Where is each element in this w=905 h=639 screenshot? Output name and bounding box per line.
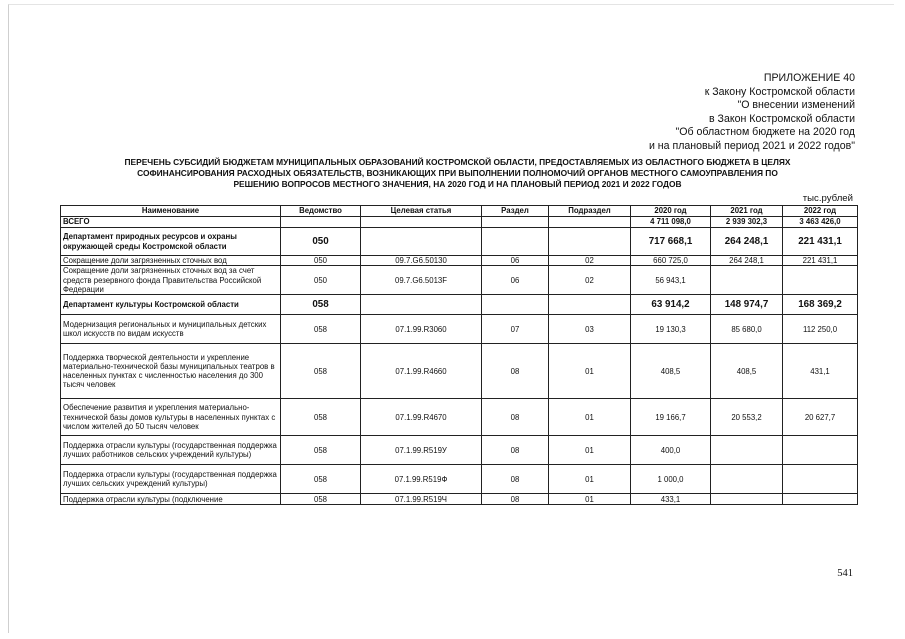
row-target-article: 07.1.99.R519Ч bbox=[361, 494, 482, 505]
row-department: 050 bbox=[281, 266, 361, 295]
subsidy-row bbox=[61, 344, 858, 399]
row-department: 058 bbox=[281, 295, 361, 315]
row-target-article bbox=[361, 228, 482, 256]
row-2022: 221 431,1 bbox=[783, 228, 858, 256]
total-label: ВСЕГО bbox=[61, 217, 281, 228]
row-2020: 1 000,0 bbox=[631, 465, 711, 494]
subsidy-row bbox=[61, 399, 858, 436]
row-subsection: 03 bbox=[549, 315, 631, 344]
row-2020: 433,1 bbox=[631, 494, 711, 505]
table-header-row bbox=[61, 206, 858, 217]
appendix-line: "Об областном бюджете на 2020 год bbox=[675, 126, 855, 138]
row-target-article: 09.7.G6.5013F bbox=[361, 266, 482, 295]
document-title bbox=[60, 157, 855, 190]
header-department: Ведомство bbox=[281, 206, 361, 217]
appendix-line: в Закон Костромской области bbox=[708, 112, 855, 125]
row-2021: 85 680,0 bbox=[711, 315, 783, 344]
row-name: Поддержка отрасли культуры (подключение bbox=[61, 494, 281, 505]
subsidy-row bbox=[61, 465, 858, 494]
row-name: Сокращение доли загрязненных сточных вод за счет средств резервного фонда Правительства Российской Федерации bbox=[61, 266, 281, 295]
row-2021: 148 974,7 bbox=[711, 295, 783, 315]
row-2022 bbox=[783, 465, 858, 494]
row-section: 08 bbox=[482, 344, 549, 399]
row-name: Департамент культуры Костромской области bbox=[61, 295, 281, 315]
row-2022 bbox=[783, 266, 858, 295]
header-2022: 2022 год bbox=[783, 206, 858, 217]
subsidy-row bbox=[61, 315, 858, 344]
row-2021 bbox=[711, 266, 783, 295]
total-2020: 4 711 098,0 bbox=[631, 217, 711, 228]
row-section: 08 bbox=[482, 399, 549, 436]
appendix-line: "О внесении изменений bbox=[737, 99, 855, 111]
subsidy-row bbox=[61, 436, 858, 465]
total-2021: 2 939 302,3 bbox=[711, 217, 783, 228]
row-2022: 431,1 bbox=[783, 344, 858, 399]
row-2020: 717 668,1 bbox=[631, 228, 711, 256]
row-2021: 264 248,1 bbox=[711, 228, 783, 256]
row-2020: 19 166,7 bbox=[631, 399, 711, 436]
title-line: ПЕРЕЧЕНЬ СУБСИДИЙ БЮДЖЕТАМ МУНИЦИПАЛЬНЫХ ОБРАЗОВАНИЙ КОСТРОМСКОЙ ОБЛАСТИ, ПРЕДОСТАВЛЯЕМЫХ ИЗ ОБЛАСТНОГО БЮДЖЕТА В ЦЕЛЯХ bbox=[124, 157, 791, 167]
row-2020: 56 943,1 bbox=[631, 266, 711, 295]
row-section bbox=[482, 228, 549, 256]
row-name: Модернизация региональных и муниципальных детских школ искусств по видам искусств bbox=[61, 315, 281, 344]
page-number: 541 bbox=[837, 568, 853, 579]
row-subsection: 01 bbox=[549, 465, 631, 494]
header-target-article: Целевая статья bbox=[361, 206, 482, 217]
header-2021: 2021 год bbox=[711, 206, 783, 217]
title-line: РЕШЕНИЮ ВОПРОСОВ МЕСТНОГО ЗНАЧЕНИЯ, НА 2020 ГОД И НА ПЛАНОВЫЙ ПЕРИОД 2021 И 2022 ГОДОВ bbox=[233, 179, 682, 189]
department-row bbox=[61, 295, 858, 315]
row-subsection: 02 bbox=[549, 266, 631, 295]
row-2020: 19 130,3 bbox=[631, 315, 711, 344]
row-department: 050 bbox=[281, 228, 361, 256]
row-target-article bbox=[361, 295, 482, 315]
row-department: 058 bbox=[281, 344, 361, 399]
row-2021 bbox=[711, 465, 783, 494]
row-subsection bbox=[549, 228, 631, 256]
appendix-caption bbox=[649, 72, 855, 153]
appendix-line: ПРИЛОЖЕНИЕ 40 bbox=[763, 72, 855, 84]
row-section: 08 bbox=[482, 465, 549, 494]
row-subsection: 02 bbox=[549, 256, 631, 266]
row-department: 058 bbox=[281, 494, 361, 505]
row-section bbox=[482, 295, 549, 315]
row-2022 bbox=[783, 436, 858, 465]
row-subsection bbox=[549, 295, 631, 315]
department-row bbox=[61, 228, 858, 256]
row-target-article: 07.1.99.R4660 bbox=[361, 344, 482, 399]
subsidy-row bbox=[61, 266, 858, 295]
row-2020: 63 914,2 bbox=[631, 295, 711, 315]
row-name: Обеспечение развития и укрепления материально-технической базы домов культуры в населенных пунктах с числом жителей до 50 тысяч человек bbox=[61, 399, 281, 436]
row-section: 06 bbox=[482, 266, 549, 295]
row-name: Департамент природных ресурсов и охраны окружающей среды Костромской области bbox=[61, 228, 281, 256]
row-subsection: 01 bbox=[549, 494, 631, 505]
row-2021: 408,5 bbox=[711, 344, 783, 399]
row-2021: 264 248,1 bbox=[711, 256, 783, 266]
row-department: 058 bbox=[281, 465, 361, 494]
subsidy-row bbox=[61, 256, 858, 266]
row-2022: 168 369,2 bbox=[783, 295, 858, 315]
header-2020: 2020 год bbox=[631, 206, 711, 217]
row-name: Сокращение доли загрязненных сточных вод bbox=[61, 256, 281, 266]
row-name: Поддержка отрасли культуры (государственная поддержка лучших работников сельских учреждений культуры) bbox=[61, 436, 281, 465]
header-name: Наименование bbox=[61, 206, 281, 217]
row-section: 06 bbox=[482, 256, 549, 266]
header-subsection: Подраздел bbox=[549, 206, 631, 217]
row-2020: 400,0 bbox=[631, 436, 711, 465]
row-2022: 221 431,1 bbox=[783, 256, 858, 266]
row-2021 bbox=[711, 436, 783, 465]
subsidy-row bbox=[61, 494, 858, 505]
row-2020: 408,5 bbox=[631, 344, 711, 399]
subsidies-table bbox=[60, 205, 858, 505]
total-row bbox=[61, 217, 858, 228]
row-section: 08 bbox=[482, 494, 549, 505]
row-name: Поддержка отрасли культуры (государственная поддержка лучших сельских учреждений культуры) bbox=[61, 465, 281, 494]
row-subsection: 01 bbox=[549, 344, 631, 399]
row-name: Поддержка творческой деятельности и укрепление материально-технической базы муниципальных театров в населенных пунктах с численностью населения до 300 тысяч человек bbox=[61, 344, 281, 399]
row-department: 058 bbox=[281, 436, 361, 465]
row-target-article: 07.1.99.R519У bbox=[361, 436, 482, 465]
row-department: 058 bbox=[281, 315, 361, 344]
row-2022: 112 250,0 bbox=[783, 315, 858, 344]
row-target-article: 09.7.G6.50130 bbox=[361, 256, 482, 266]
row-2021: 20 553,2 bbox=[711, 399, 783, 436]
row-subsection: 01 bbox=[549, 399, 631, 436]
appendix-line: к Закону Костромской области bbox=[704, 85, 855, 98]
row-department: 050 bbox=[281, 256, 361, 266]
row-target-article: 07.1.99.R4670 bbox=[361, 399, 482, 436]
row-section: 08 bbox=[482, 436, 549, 465]
row-2020: 660 725,0 bbox=[631, 256, 711, 266]
row-2022 bbox=[783, 494, 858, 505]
row-target-article: 07.1.99.R3060 bbox=[361, 315, 482, 344]
row-2022: 20 627,7 bbox=[783, 399, 858, 436]
appendix-line: и на плановый период 2021 и 2022 годов" bbox=[648, 139, 855, 152]
units-label: тыс.рублей bbox=[802, 193, 853, 204]
total-2022: 3 463 426,0 bbox=[783, 217, 858, 228]
row-section: 07 bbox=[482, 315, 549, 344]
row-subsection: 01 bbox=[549, 436, 631, 465]
title-line: СОФИНАНСИРОВАНИЯ РАСХОДНЫХ ОБЯЗАТЕЛЬСТВ, ВОЗНИКАЮЩИХ ПРИ ВЫПОЛНЕНИИ ПОЛНОМОЧИЙ ОРГАНОВ МЕСТНОГО САМОУПРАВЛЕНИЯ ПО bbox=[137, 168, 778, 178]
row-department: 058 bbox=[281, 399, 361, 436]
row-2021 bbox=[711, 494, 783, 505]
row-target-article: 07.1.99.R519Ф bbox=[361, 465, 482, 494]
header-section: Раздел bbox=[482, 206, 549, 217]
